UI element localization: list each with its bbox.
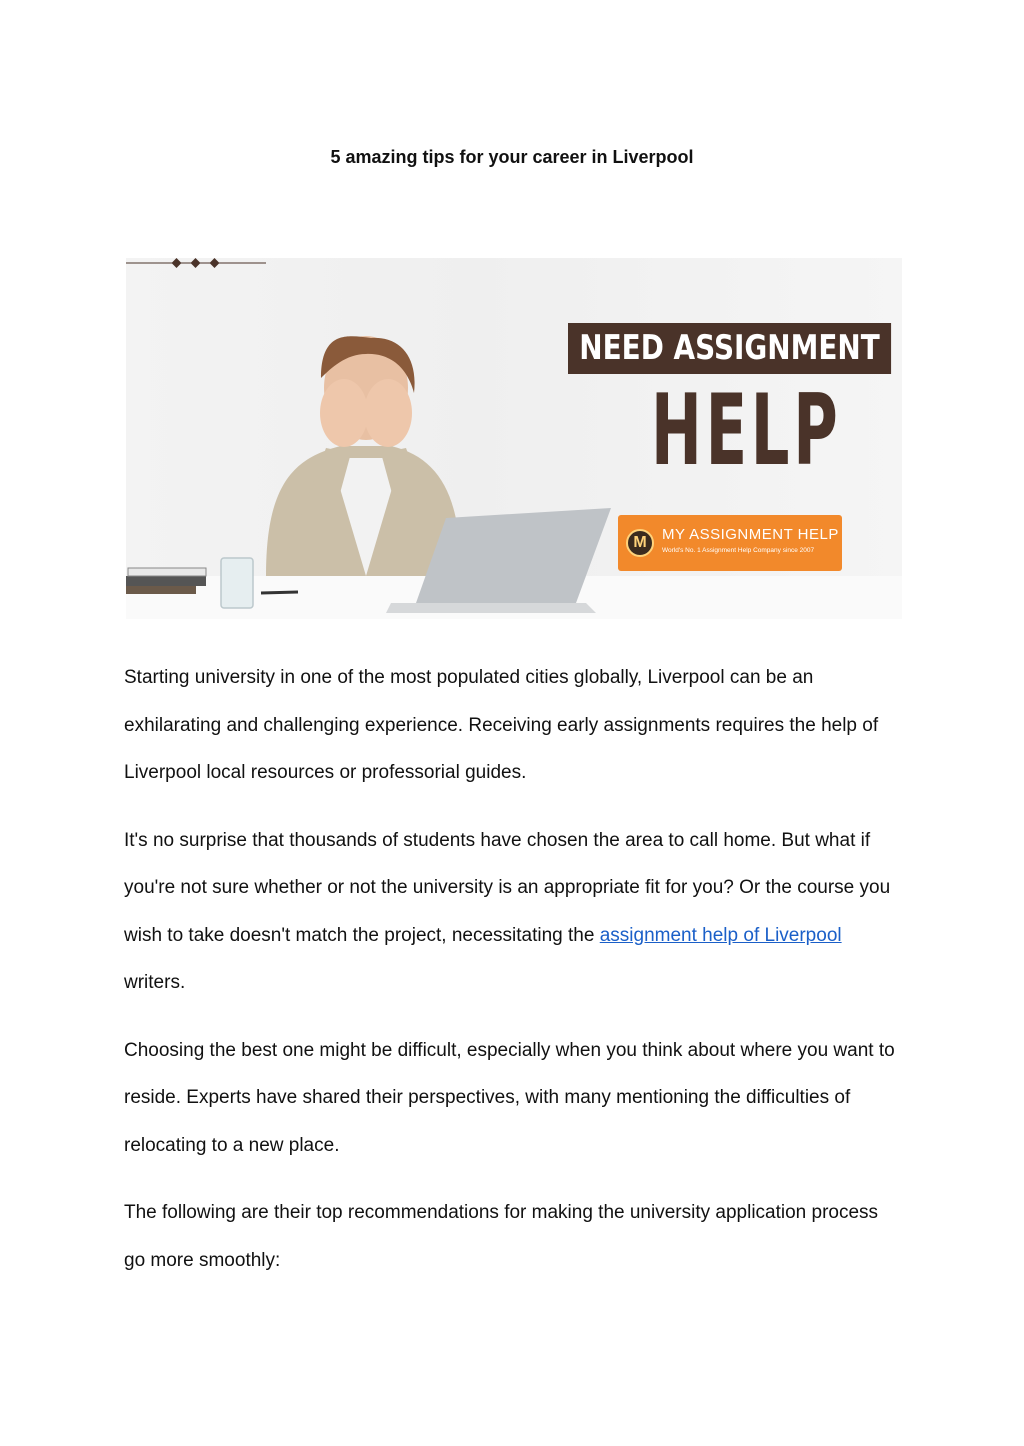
assignment-help-link[interactable]: assignment help of Liverpool [599,924,842,946]
banner-headline-main: HELP [651,374,842,488]
paragraph-4: The following are their top recommendations for making the university application process go more smoothly: [124,1202,879,1271]
paragraph-2-text-end: writers. [124,972,186,993]
article-body [124,654,904,1304]
paragraph-2-text-start: It's no surprise that thousands of students have chosen the area to call home. But what if you're not sure whether or not the university is an appropriate fit for you? Or the course you wish to take doesn't match the project, necessitating the [124,829,891,946]
brand-logo-icon: M [626,529,654,557]
brand-tagline: World's No. 1 Assignment Help Company since 2007 [662,547,815,554]
brand-badge [618,515,842,571]
paragraph-1: Starting university in one of the most populated cities globally, Liverpool can be an exhilarating and challenging experience. Receiving early assignments requires the help of Liverpool local resources or professorial guides. [124,667,879,783]
paragraph-2 [124,817,904,1007]
banner-headline-top: NEED ASSIGNMENT [568,323,891,374]
paragraph-3: Choosing the best one might be difficult, especially when you think about where you want to reside. Experts have shared their perspectives, with many mentioning the difficulties of relocating to a new place. [124,1039,895,1156]
brand-name: MY ASSIGNMENT HELP [662,526,839,543]
ornament-divider-icon [126,258,266,268]
banner-image [126,258,902,619]
document-title: 5 amazing tips for your career in Liverpool [330,147,694,167]
